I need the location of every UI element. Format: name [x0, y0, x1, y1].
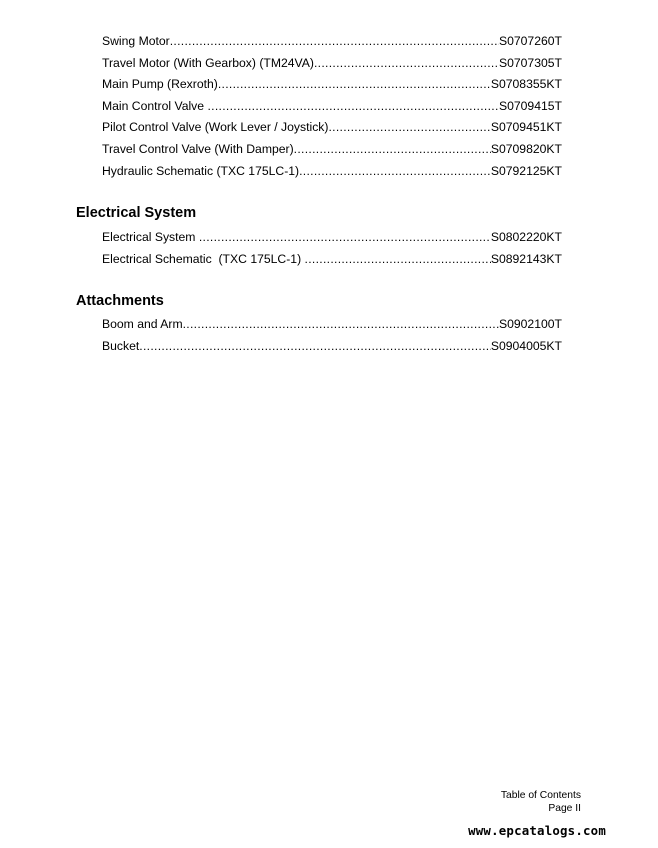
toc-entry-code: S0902100T: [498, 317, 562, 331]
footer-section-label: Table of Contents: [500, 790, 581, 801]
toc-entry-electrical-schematic[interactable]: [102, 249, 562, 271]
toc-entry-title: Electrical Schematic (TXC 175LC-1): [102, 251, 305, 266]
toc-entry-code: S0792125KT: [490, 163, 562, 178]
toc-dot-leader: [207, 96, 499, 118]
toc-dot-leader: [218, 74, 491, 96]
toc-dot-leader: [183, 314, 499, 336]
watermark-url: www.epcatalogs.com: [468, 823, 606, 838]
toc-entry-hydraulic-schematic[interactable]: [102, 161, 562, 183]
toc-dot-leader: [170, 31, 499, 53]
toc-dot-leader: [328, 117, 490, 139]
toc-entry-code: S0707305T: [498, 55, 562, 70]
toc-group-electrical: [102, 227, 562, 270]
toc-entry-title: Electrical System: [102, 230, 199, 244]
toc-dot-leader: [314, 53, 499, 75]
toc-entry-electrical-system[interactable]: [102, 227, 562, 249]
toc-entry-boom-and-arm[interactable]: [102, 314, 562, 336]
footer-page-number: Page II: [548, 803, 581, 815]
toc-entry-title: Main Pump (Rexroth): [102, 77, 218, 92]
toc-entry-title: Pilot Control Valve (Work Lever / Joystick): [102, 120, 329, 135]
toc-dot-leader: [199, 227, 491, 249]
toc-entry-title: Travel Control Valve (With Damper): [102, 141, 294, 156]
toc-dot-leader: [294, 139, 491, 161]
toc-entry-code: S0707260T: [498, 34, 562, 48]
toc-dot-leader: [299, 161, 491, 183]
toc-dot-leader: [305, 249, 491, 271]
toc-entry-bucket[interactable]: [102, 336, 562, 358]
toc-dot-leader: [139, 336, 491, 358]
section-heading-electrical: Electrical System: [76, 205, 197, 221]
toc-entry-main-pump[interactable]: [102, 74, 562, 96]
toc-group-hydraulics: [102, 31, 562, 182]
toc-entry-title: Hydraulic Schematic (TXC 175LC-1): [102, 163, 300, 178]
toc-entry-code: S0709415T: [498, 98, 562, 113]
toc-entry-swing-motor[interactable]: [102, 31, 562, 53]
toc-entry-code: S0709820KT: [490, 141, 562, 156]
toc-group-attachments: [102, 314, 562, 357]
toc-entry-title: Swing Motor: [102, 34, 170, 48]
toc-entry-code: S0709451KT: [490, 120, 562, 135]
toc-entry-title: Boom and Arm: [102, 317, 183, 331]
toc-entry-title: Travel Motor (With Gearbox) (TM24VA): [102, 55, 314, 70]
toc-entry-code: S0892143KT: [490, 251, 562, 266]
toc-entry-pilot-control-valve[interactable]: [102, 117, 562, 139]
toc-entry-travel-motor[interactable]: [102, 53, 562, 75]
toc-entry-code: S0708355KT: [490, 77, 562, 92]
toc-entry-title: Bucket: [102, 338, 140, 353]
toc-entry-title: Main Control Valve: [102, 98, 208, 113]
page-footer: [501, 789, 581, 816]
section-heading-attachments: Attachments: [76, 293, 164, 309]
toc-entry-travel-control-valve[interactable]: [102, 139, 562, 161]
toc-entry-main-control-valve[interactable]: [102, 96, 562, 118]
toc-entry-code: S0802220KT: [490, 230, 562, 244]
toc-entry-code: S0904005KT: [490, 338, 562, 353]
